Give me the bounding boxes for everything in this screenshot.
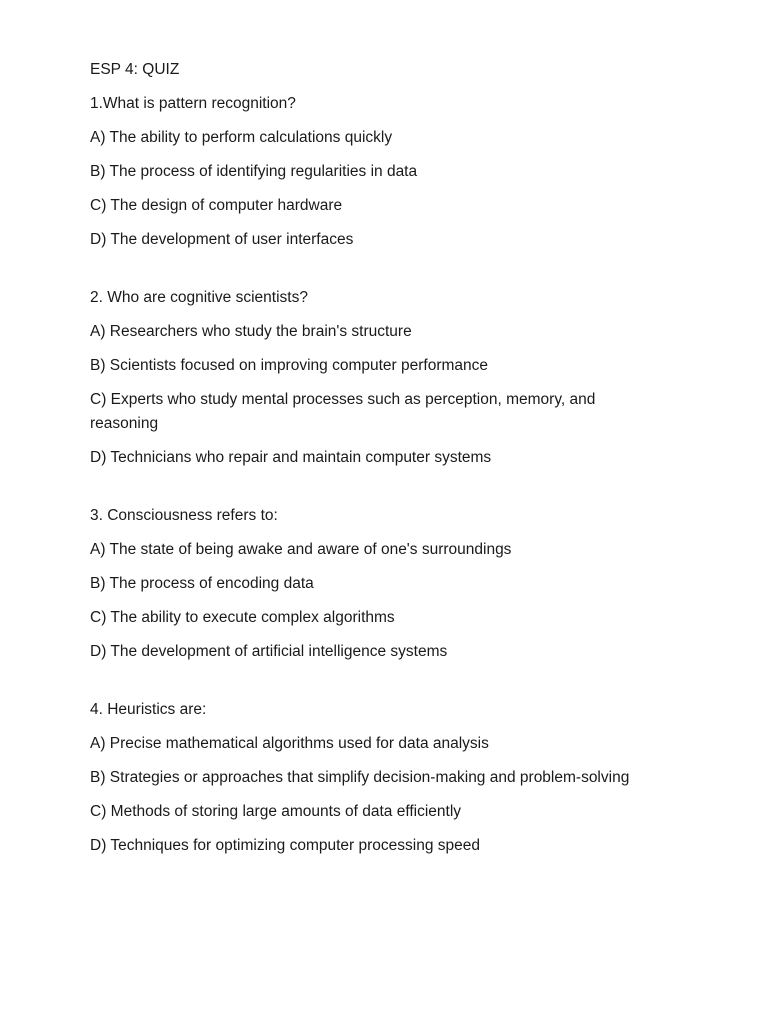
answer-option-a: A) The ability to perform calculations quickly	[90, 129, 393, 146]
quiz-title: ESP 4: QUIZ	[90, 61, 180, 78]
answer-option-a: A) Precise mathematical algorithms used for data analysis	[90, 735, 489, 752]
answer-option-c: C) The design of computer hardware	[90, 197, 343, 214]
answer-option-d: D) Techniques for optimizing computer processing speed	[90, 837, 480, 854]
document-page	[90, 58, 670, 868]
answer-option-b: B) The process of identifying regularities in data	[90, 163, 418, 180]
answer-option-b: B) Strategies or approaches that simplify decision-making and problem-solving	[90, 769, 630, 786]
question-block-4	[90, 698, 670, 858]
question-block-1	[90, 92, 670, 252]
question-block-3	[90, 504, 670, 664]
answer-option-c: C) Experts who study mental processes such as perception, memory, and reasoning	[90, 391, 596, 432]
answer-option-b: B) The process of encoding data	[90, 575, 314, 592]
answer-option-b: B) Scientists focused on improving computer performance	[90, 357, 489, 374]
question-block-2	[90, 286, 670, 470]
question-text: 4. Heuristics are:	[90, 701, 207, 718]
answer-option-d: D) The development of user interfaces	[90, 231, 354, 248]
answer-option-a: A) The state of being awake and aware of one's surroundings	[90, 541, 512, 558]
answer-option-a: A) Researchers who study the brain's structure	[90, 323, 412, 340]
question-text: 3. Consciousness refers to:	[90, 507, 278, 524]
answer-option-d: D) The development of artificial intelligence systems	[90, 643, 448, 660]
question-text: 2. Who are cognitive scientists?	[90, 289, 308, 306]
question-text: 1.What is pattern recognition?	[90, 95, 296, 112]
answer-option-c: C) Methods of storing large amounts of data efficiently	[90, 803, 462, 820]
answer-option-d: D) Technicians who repair and maintain computer systems	[90, 449, 492, 466]
answer-option-c: C) The ability to execute complex algorithms	[90, 609, 395, 626]
